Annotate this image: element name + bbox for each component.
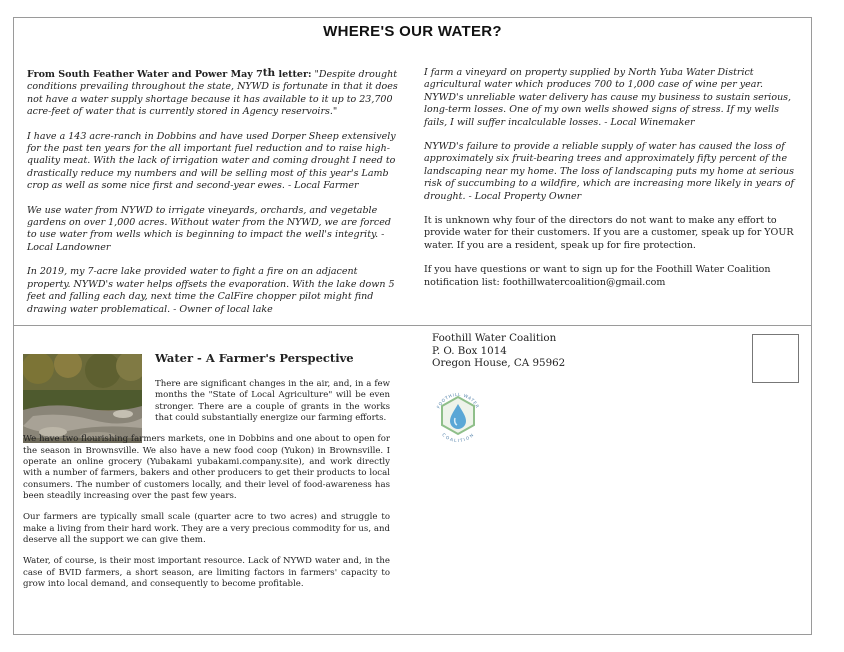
- return-address: [432, 332, 565, 370]
- article-title: Water - A Farmer's Perspective: [155, 351, 354, 365]
- address-city: Oregon House, CA 95962: [432, 357, 566, 370]
- quote-property-owner: NYWD's failure to provide a reliable supply of water has caused the loss of approximately six fruit-bearing trees and approximately fifty percent of the landscaping near my home. The loss of landscaping puts my home at serious risk of succumbing to a wildfire, which are increasing more likely in years of drought. - Local Property Owner: [424, 141, 795, 202]
- article-paragraph: There are significant changes in the air, and, in a few months the "State of Local Agriculture" will be even stronger. There are a couple of grants in the works that could substantially energize our farming efforts.: [155, 379, 390, 423]
- quote-lake-owner: In 2019, my 7-acre lake provided water to fight a fire on an adjacent property. NYWD's water helps offsets the evaporation. With the lake down 5 feet and falling each day, next time the CalFire chopper pilot might find drawing water problematical. - Owner of local lake: [27, 266, 395, 315]
- address-street: P. O. Box 1014: [432, 344, 507, 357]
- right-testimonials: [424, 67, 796, 301]
- contact-info: If you have questions or want to sign up for the Foothill Water Coalition notification list: foothillwatercoalition@gmail.com: [424, 264, 771, 288]
- quote-south-feather: From South Feather Water and Power May 7th letter: "Despite drought conditions prevailing throughout the state, NYWD is fortunate in that it does not have a water supply shortage because it has available to it up to 23,700 acre-feet of water that is currently stored in Agency reservoirs.": [27, 67, 398, 118]
- stamp-box: [752, 334, 799, 383]
- farmer-article: [23, 379, 390, 601]
- article-paragraph: Our farmers are typically small scale (quarter acre to two acres) and struggle to make a living from their hard work. They are a very precious commodity for us, and deserve all the support we can give them.: [23, 512, 390, 545]
- call-to-action: It is unknown why four of the directors do not want to make any effort to provide water for their customers. If you are a customer, speak up for YOUR water. If you are a resident, speak up for fire protection.: [424, 215, 794, 251]
- address-name: Foothill Water Coalition: [432, 332, 557, 344]
- article-paragraph: Water, of course, is their most important resource. Lack of NYWD water and, in the case of BVID farmers, a short season, are limiting factors in farmers' capacity to grow into local demand, and consequently to become profitable.: [23, 556, 390, 590]
- left-testimonials: [27, 67, 399, 328]
- article-paragraph: We have two flourishing farmers markets, one in Dobbins and one about to open for the season in Brownsville. We also have a new food coop (Yukon) in Brownsville. I operate an online grocery (Yubakami yubakami.company.site), and work directly with a number of farmers, bakers and other producers to get their products to local consumers. The number of customers locally, and their level of food-awareness has been steadily increasing over the past few years.: [23, 434, 390, 501]
- quote-local-landowner: We use water from NYWD to irrigate vineyards, orchards, and vegetable gardens on over 1,000 acres. Without water from the NYWD, we are forced to use water from wells which is beginning to impact the well's integrity. - Local Landowner: [27, 204, 391, 253]
- quote-local-farmer: I have a 143 acre-ranch in Dobbins and have used Dorper Sheep extensively for the past ten years for the all important fuel reduction and to raise high-quality meat. With the lack of irrigation water and coming drought I need to drastically reduce my numbers and will be selling most of this year's Lamb crop as well as some nice first and second-year ewes. - Local Farmer: [27, 130, 396, 192]
- coalition-logo: [430, 388, 486, 444]
- page-title: WHERE'S OUR WATER?: [323, 23, 502, 40]
- svg-text:COALITION: COALITION: [441, 432, 475, 444]
- quote-local-winemaker: I farm a vineyard on property supplied by North Yuba Water District agricultural water which produces 700 to 1,000 case of wine per year. NYWD's unreliable water delivery has cause my business to sustain serious, long-term losses. One of my own wells showed signs of stress. If my wells fails, I will suffer incalculable losses. - Local Winemaker: [424, 67, 792, 128]
- svg-text:FOOTHILL WATER: FOOTHILL WATER: [435, 391, 481, 410]
